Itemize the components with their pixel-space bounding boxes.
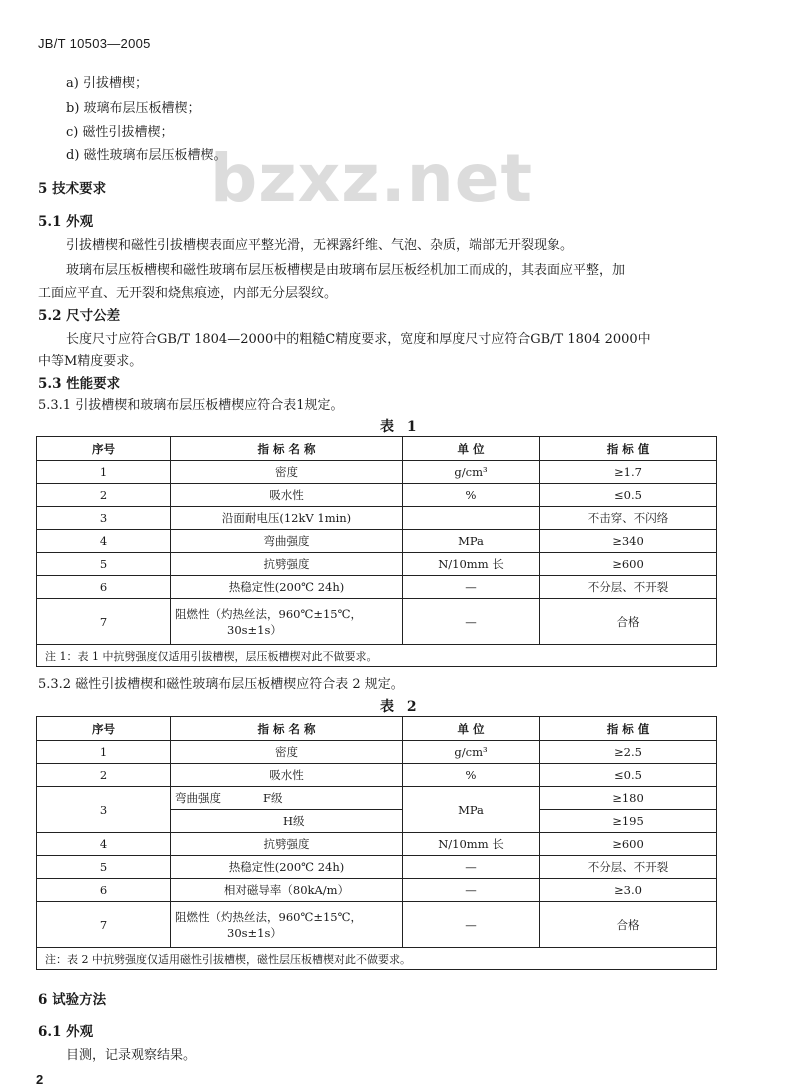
paragraph: 长度尺寸应符合GB/T 1804—2000中的粗糙C精度要求，宽度和厚度尺寸应符合GB/T 1804 2000中 bbox=[66, 332, 651, 347]
cell-unit: — bbox=[403, 856, 540, 879]
list-item: c) 磁性引拔槽楔； bbox=[66, 125, 174, 140]
cell-name-line: 阻燃性（灼热丝法，960℃±15℃， bbox=[175, 606, 362, 621]
section-heading-5-3: 5.3 性能要求 bbox=[38, 376, 121, 392]
cell-no: 5 bbox=[37, 553, 171, 576]
grade-label: H级 bbox=[171, 810, 403, 833]
table-row bbox=[37, 902, 717, 948]
cell-value: ≥2.5 bbox=[540, 741, 717, 764]
cell-name bbox=[171, 787, 403, 810]
cell-no: 4 bbox=[37, 833, 171, 856]
cell-no: 7 bbox=[37, 902, 171, 948]
cell-name: 相对磁导率（80kA/m） bbox=[171, 879, 403, 902]
table-row bbox=[37, 576, 717, 599]
table-note: 注：表 2 中抗劈强度仅适用磁性引拔槽楔，磁性层压板槽楔对此不做要求。 bbox=[37, 948, 717, 970]
list-item: a) 引拔槽楔； bbox=[66, 76, 148, 91]
table-row bbox=[37, 741, 717, 764]
cell-unit: N/10mm 长 bbox=[403, 553, 540, 576]
cell-value: ≤0.5 bbox=[540, 484, 717, 507]
cell-value: 合格 bbox=[540, 902, 717, 948]
table-row bbox=[37, 507, 717, 530]
cell-value: ≥3.0 bbox=[540, 879, 717, 902]
section-heading-5-2: 5.2 尺寸公差 bbox=[38, 308, 121, 324]
cell-no: 4 bbox=[37, 530, 171, 553]
table-row bbox=[37, 856, 717, 879]
table-row bbox=[37, 787, 717, 810]
cell-unit: % bbox=[403, 764, 540, 787]
cell-unit: MPa bbox=[403, 530, 540, 553]
list-item: b) 玻璃布层压板槽楔； bbox=[66, 101, 201, 116]
clause-5-3-1: 5.3.1 引拔槽楔和玻璃布层压板槽楔应符合表1规定。 bbox=[38, 398, 344, 413]
cell-name: 热稳定性(200℃ 24h) bbox=[171, 856, 403, 879]
paragraph: 玻璃布层压板槽楔和磁性玻璃布层压板槽楔是由玻璃布层压板经机加工而成的，其表面应平整，加 bbox=[66, 263, 626, 278]
cell-no: 3 bbox=[37, 507, 171, 530]
table-row bbox=[37, 461, 717, 484]
cell-unit: % bbox=[403, 484, 540, 507]
cell-unit: MPa bbox=[403, 787, 540, 833]
cell-value: ≥195 bbox=[540, 810, 717, 833]
cell-no: 5 bbox=[37, 856, 171, 879]
table-1 bbox=[36, 436, 717, 667]
cell-name bbox=[171, 599, 403, 645]
table-note: 注 1：表 1 中抗劈强度仅适用引拔槽楔，层压板槽楔对此不做要求。 bbox=[37, 645, 717, 667]
cell-name: 吸水性 bbox=[171, 484, 403, 507]
cell-value: 不分层、不开裂 bbox=[540, 856, 717, 879]
cell-value: 合格 bbox=[540, 599, 717, 645]
standard-code-header: JB/T 10503—2005 bbox=[38, 36, 151, 51]
grade-label: F级 bbox=[263, 791, 283, 805]
col-header-no: 序号 bbox=[37, 437, 171, 461]
table-row bbox=[37, 879, 717, 902]
cell-unit: — bbox=[403, 879, 540, 902]
col-header-unit: 单 位 bbox=[403, 717, 540, 741]
col-header-unit: 单 位 bbox=[403, 437, 540, 461]
cell-name-line: 阻燃性（灼热丝法，960℃±15℃， bbox=[175, 909, 362, 924]
table-row bbox=[37, 484, 717, 507]
cell-no: 3 bbox=[37, 787, 171, 833]
cell-value: ≥600 bbox=[540, 833, 717, 856]
col-header-value: 指 标 值 bbox=[540, 437, 717, 461]
cell-no: 6 bbox=[37, 576, 171, 599]
cell-name-line: 30s±1s） bbox=[227, 925, 282, 940]
cell-value: ≥180 bbox=[540, 787, 717, 810]
cell-no: 2 bbox=[37, 764, 171, 787]
cell-unit: — bbox=[403, 599, 540, 645]
cell-no: 6 bbox=[37, 879, 171, 902]
watermark: bzxz.net bbox=[210, 140, 534, 217]
cell-no: 7 bbox=[37, 599, 171, 645]
paragraph: 中等M精度要求。 bbox=[38, 354, 143, 369]
cell-unit: N/10mm 长 bbox=[403, 833, 540, 856]
cell-name: 密度 bbox=[171, 741, 403, 764]
paragraph: 目测，记录观察结果。 bbox=[66, 1048, 197, 1063]
cell-name-text: 弯曲强度 bbox=[175, 791, 221, 805]
table-row bbox=[37, 599, 717, 645]
cell-no: 1 bbox=[37, 461, 171, 484]
cell-no: 2 bbox=[37, 484, 171, 507]
cell-value: ≥1.7 bbox=[540, 461, 717, 484]
table-row bbox=[37, 833, 717, 856]
cell-no: 1 bbox=[37, 741, 171, 764]
section-heading-6-1: 6.1 外观 bbox=[38, 1024, 94, 1040]
table-2-caption: 表 2 bbox=[380, 699, 421, 715]
col-header-no: 序号 bbox=[37, 717, 171, 741]
cell-unit bbox=[403, 507, 540, 530]
cell-name: 抗劈强度 bbox=[171, 833, 403, 856]
section-heading-6: 6 试验方法 bbox=[38, 992, 107, 1008]
page-number: 2 bbox=[36, 1072, 44, 1087]
table-note-row bbox=[37, 948, 717, 970]
cell-unit: g/cm³ bbox=[403, 741, 540, 764]
table-header-row bbox=[37, 437, 717, 461]
list-item: d) 磁性玻璃布层压板槽楔。 bbox=[66, 148, 227, 163]
col-header-name: 指 标 名 称 bbox=[171, 437, 403, 461]
cell-name-line: 30s±1s） bbox=[227, 622, 282, 637]
cell-unit: — bbox=[403, 576, 540, 599]
col-header-value: 指 标 值 bbox=[540, 717, 717, 741]
table-2 bbox=[36, 716, 717, 970]
table-row bbox=[37, 553, 717, 576]
cell-value: 不击穿、不闪络 bbox=[540, 507, 717, 530]
paragraph: 引拔槽楔和磁性引拔槽楔表面应平整光滑，无裸露纤维、气泡、杂质，端部无开裂现象。 bbox=[66, 238, 574, 253]
cell-name: 沿面耐电压(12kV 1min) bbox=[171, 507, 403, 530]
cell-name: 密度 bbox=[171, 461, 403, 484]
clause-5-3-2: 5.3.2 磁性引拔槽楔和磁性玻璃布层压板槽楔应符合表 2 规定。 bbox=[38, 677, 404, 692]
cell-name: 热稳定性(200℃ 24h) bbox=[171, 576, 403, 599]
cell-value: ≥340 bbox=[540, 530, 717, 553]
section-heading-5: 5 技术要求 bbox=[38, 181, 107, 197]
table-header-row bbox=[37, 717, 717, 741]
table-row bbox=[37, 530, 717, 553]
paragraph: 工面应平直、无开裂和烧焦痕迹，内部无分层裂纹。 bbox=[38, 286, 338, 301]
cell-name: 吸水性 bbox=[171, 764, 403, 787]
cell-name bbox=[171, 902, 403, 948]
table-note-row bbox=[37, 645, 717, 667]
cell-value: ≥600 bbox=[540, 553, 717, 576]
cell-value: ≤0.5 bbox=[540, 764, 717, 787]
cell-name: 弯曲强度 bbox=[171, 530, 403, 553]
cell-value: 不分层、不开裂 bbox=[540, 576, 717, 599]
cell-unit: g/cm³ bbox=[403, 461, 540, 484]
col-header-name: 指 标 名 称 bbox=[171, 717, 403, 741]
cell-unit: — bbox=[403, 902, 540, 948]
section-heading-5-1: 5.1 外观 bbox=[38, 214, 94, 230]
cell-name: 抗劈强度 bbox=[171, 553, 403, 576]
table-1-caption: 表 1 bbox=[380, 419, 421, 435]
table-row bbox=[37, 764, 717, 787]
